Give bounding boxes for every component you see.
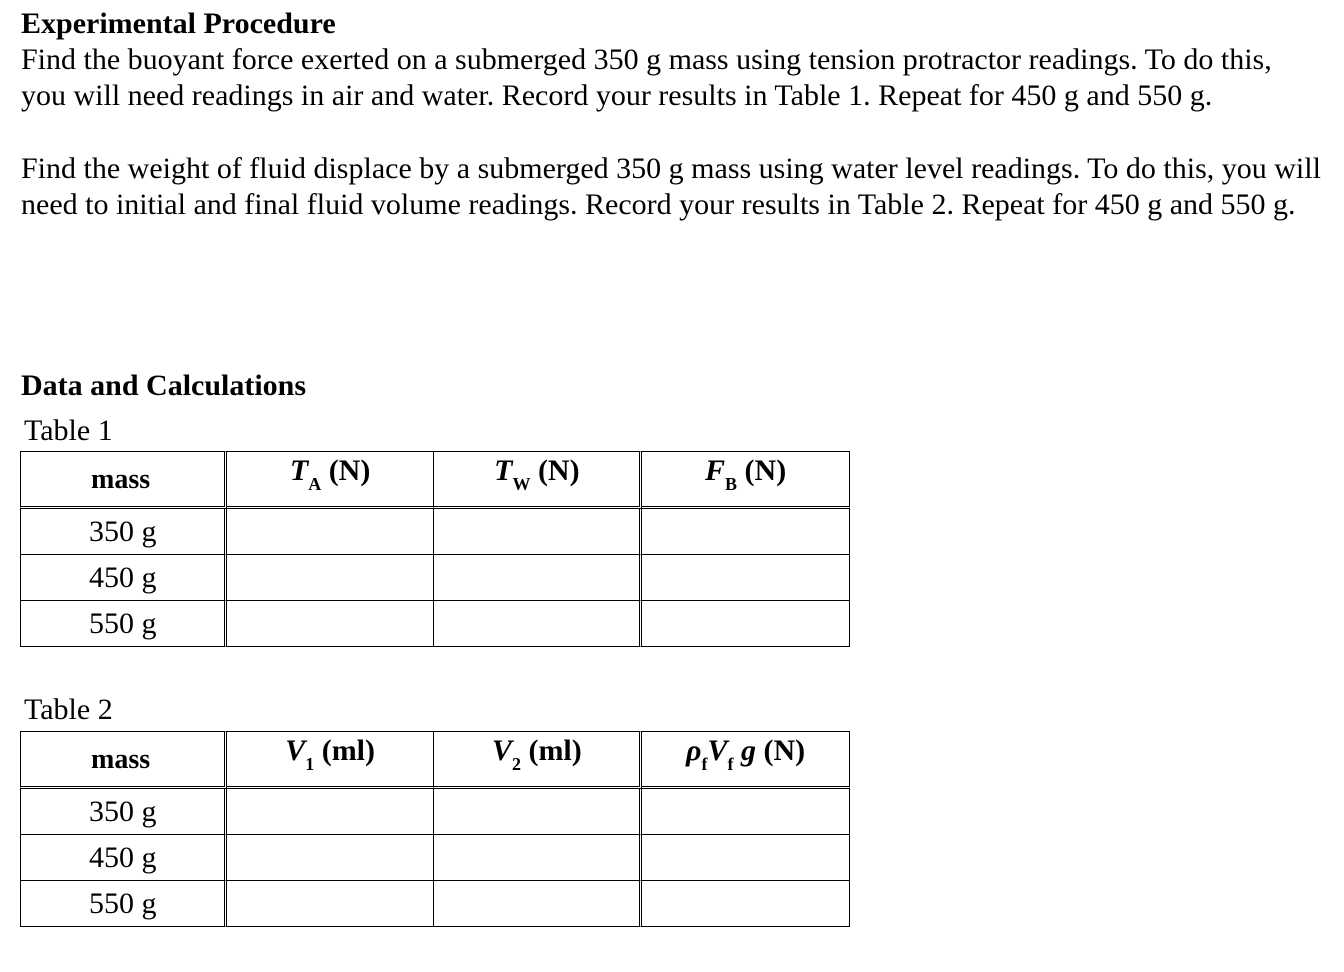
table1-input-cell[interactable] bbox=[642, 555, 850, 601]
table1-header-mass: mass bbox=[20, 451, 227, 509]
table2-input-cell[interactable] bbox=[227, 835, 435, 881]
table2-caption: Table 2 bbox=[24, 693, 113, 726]
procedure-heading: Experimental Procedure bbox=[21, 7, 336, 40]
table2-header-displaced-weight: $\rho_fV_f$ g (N) bbox=[642, 731, 850, 789]
table2-input-cell[interactable] bbox=[642, 789, 850, 835]
table1-input-cell[interactable] bbox=[227, 601, 435, 647]
table-row bbox=[20, 509, 850, 555]
table2-input-cell[interactable] bbox=[642, 881, 850, 927]
table1-caption: Table 1 bbox=[24, 414, 113, 447]
table1-input-cell[interactable] bbox=[434, 601, 642, 647]
table1-header-tension-air: $T_A$ (N) bbox=[227, 451, 435, 509]
table1-input-cell[interactable] bbox=[434, 555, 642, 601]
procedure-paragraph-2: Find the weight of fluid displace by a submerged 350 g mass using water level readings. To do this, you will need to initial and final fluid volume readings. Record your results in Table 2. Repeat for 450 g and 550 g. bbox=[21, 152, 1321, 221]
data-calculations-heading: Data and Calculations bbox=[21, 369, 307, 402]
table2 bbox=[20, 731, 850, 927]
table1-input-cell[interactable] bbox=[434, 509, 642, 555]
table-row bbox=[20, 835, 850, 881]
table2-input-cell[interactable] bbox=[227, 881, 435, 927]
table-row bbox=[20, 881, 850, 927]
table1-input-cell[interactable] bbox=[227, 509, 435, 555]
table1-input-cell[interactable] bbox=[642, 601, 850, 647]
table2-header-volume-initial: $V_1$ (ml) bbox=[227, 731, 435, 789]
table-row bbox=[20, 555, 850, 601]
table2-header-volume-final: $V_2$ (ml) bbox=[434, 731, 642, 789]
table2-input-cell[interactable] bbox=[434, 835, 642, 881]
table1-input-cell[interactable] bbox=[642, 509, 850, 555]
table2-mass-cell: 550 g bbox=[20, 881, 227, 927]
table1-mass-cell: 450 g bbox=[20, 555, 227, 601]
table-row bbox=[20, 601, 850, 647]
table2-mass-cell: 450 g bbox=[20, 835, 227, 881]
table1-mass-cell: 350 g bbox=[20, 509, 227, 555]
table2-input-cell[interactable] bbox=[434, 881, 642, 927]
table2-input-cell[interactable] bbox=[434, 789, 642, 835]
table1-header-tension-water: $T_W$ (N) bbox=[434, 451, 642, 509]
table1-header-row bbox=[20, 451, 850, 509]
table1-input-cell[interactable] bbox=[227, 555, 435, 601]
table-row bbox=[20, 789, 850, 835]
table2-input-cell[interactable] bbox=[642, 835, 850, 881]
table2-header-row bbox=[20, 731, 850, 789]
table2-mass-cell: 350 g bbox=[20, 789, 227, 835]
procedure-section bbox=[21, 6, 1321, 223]
table1 bbox=[20, 451, 850, 647]
table2-header-mass: mass bbox=[20, 731, 227, 789]
procedure-paragraph-1: Find the buoyant force exerted on a submerged 350 g mass using tension protractor readings. To do this, you will need readings in air and water. Record your results in Table 1. Repeat for 450 g and 550 g. bbox=[21, 43, 1272, 112]
table1-mass-cell: 550 g bbox=[20, 601, 227, 647]
table1-header-buoyant-force: $F_B$ (N) bbox=[642, 451, 850, 509]
table2-input-cell[interactable] bbox=[227, 789, 435, 835]
